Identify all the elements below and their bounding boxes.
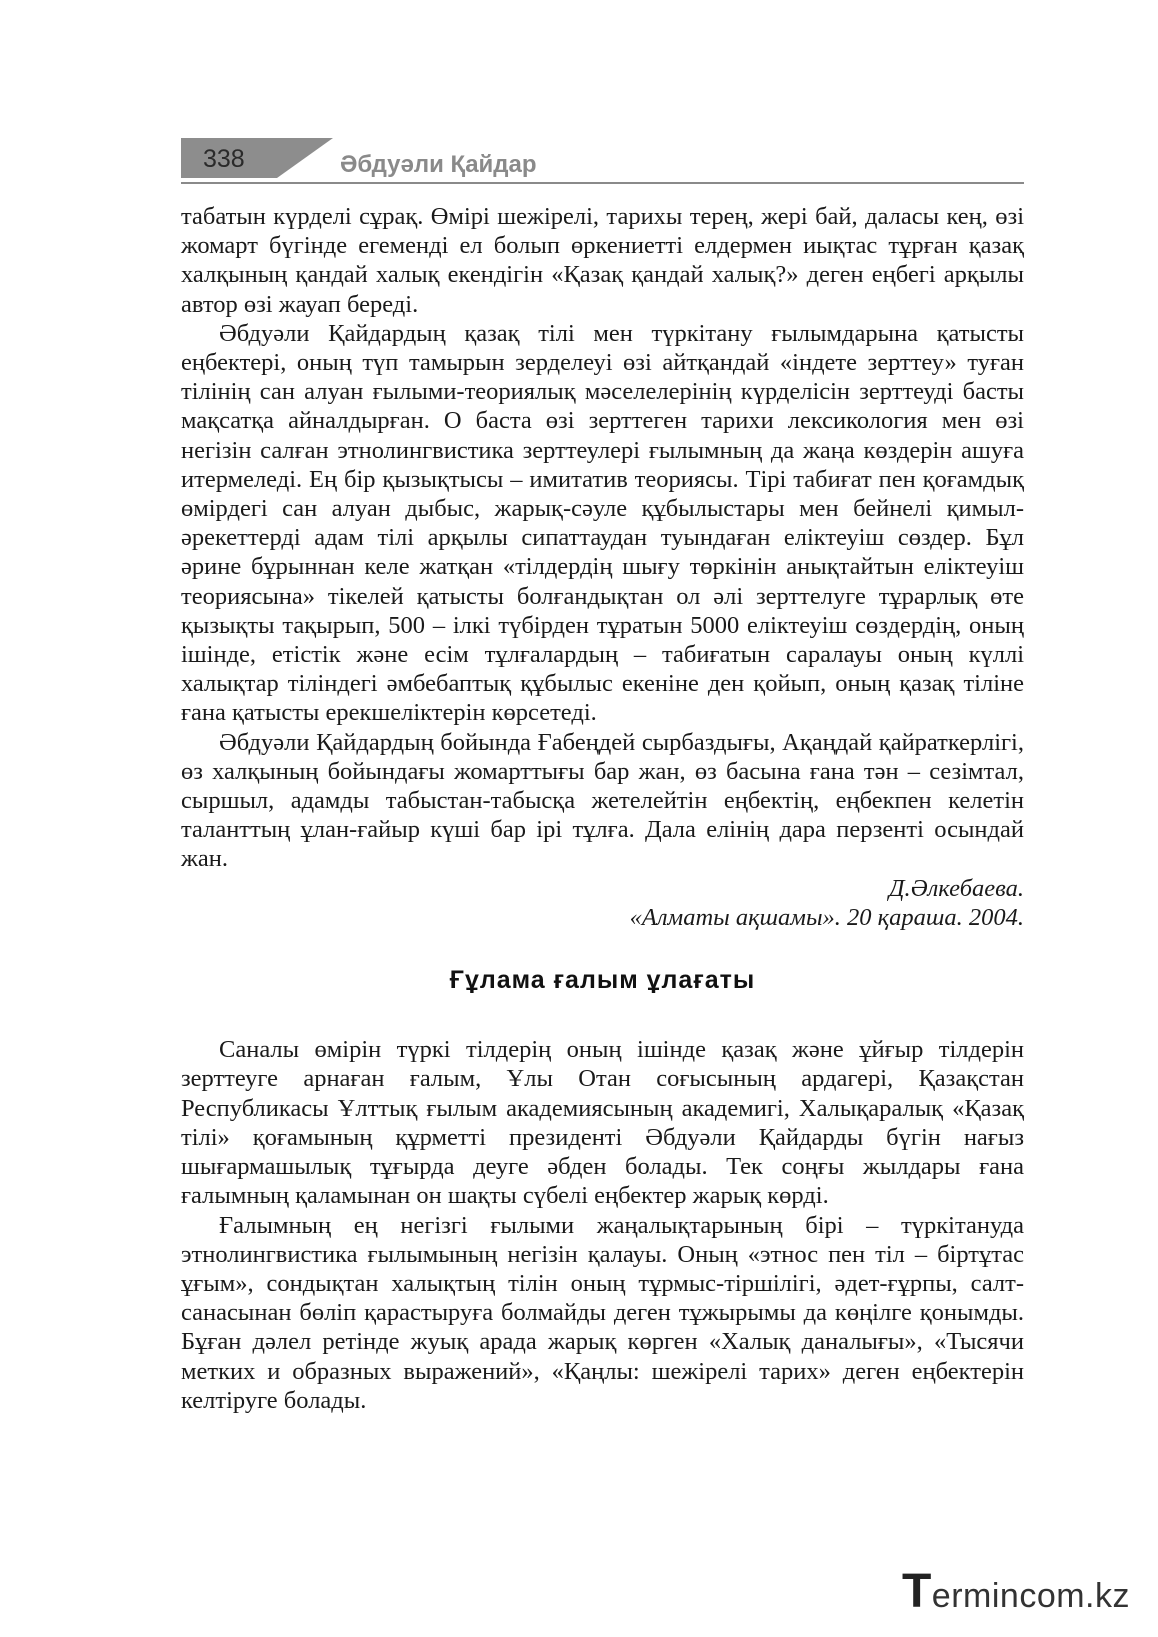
running-title: Әбдуәли Қайдар xyxy=(340,151,537,178)
article-source: «Алматы ақшамы». 20 қараша. 2004. xyxy=(629,903,1024,931)
section-title: Ғұлама ғалым ұлағаты xyxy=(449,966,756,995)
paragraph-3: Әбдуәли Қайдардың бойында Ғабеңдей сырбаздығы, Ақаңдай қайраткерлігі, өз халқының бойындағы жомарттығы бар жан, өз басына ғана тән – сезімтал, сыршыл, адамды табыстан-табысқа жетелейтін еңбектің, еңбекпен келетін таланттың ұлан-ғайыр күші бар ірі тұлға. Дала елінің дара перзенті осындай жан. xyxy=(181,728,1024,873)
article-author: Д.Әлкебаева. xyxy=(888,874,1024,902)
watermark-big-letter: T xyxy=(901,1565,932,1618)
watermark-logo xyxy=(902,1564,1130,1619)
header-rule xyxy=(181,182,1024,184)
page-header xyxy=(181,138,1024,188)
page-number-tab-arrow xyxy=(277,138,333,178)
paragraph-2: Әбдуәли Қайдардың қазақ тілі мен түркітану ғылымдарына қатысты еңбектері, оның түп тамырын зерделеуі өзі айтқандай «індете зерттеу» туған тілінің сан алуан ғылыми-теориялық мәселелерінің күрделісін зерттеуді басты мақсатқа айналдырған. О баста өзі зерттеген тарихи лексикология мен өзі негізін салған этнолингвистика зерттеулері ғылымның да жаңа көздерін ашуға итермеледі. Ең бір қызықтысы – имитатив теориясы. Тірі табиғат пен қоғамдық өмірдегі сан алуан дыбыс, жарық-сәуле құбылыстары мен бейнелі қимыл-әрекеттерді адам тілі арқылы сипаттаудан туындаған еліктеуіш сөздер. Бұл әрине бұрыннан келе жатқан «тілдердің шығу төркінін анықтайтын еліктеуіш теориясына» тікелей қатысты болғандықтан ол әлі зерттелуге тұрарлық өте қызықты тақырып, 500 – ілкі түбірден тұратын 5000 еліктеуіш сөздердің, оның ішінде, етістік және есім тұлғалардың – табиғатын саралауы оның күллі халықтар тіліндегі әмбебаптық құбылыс екеніне ден қойып, оның қазақ тіліне ғана қатысты ерекшеліктерін көрсетеді. xyxy=(181,319,1024,727)
page-number: 338 xyxy=(203,145,245,173)
page-body xyxy=(181,202,1024,1415)
paragraph-5: Ғалымның ең негізгі ғылыми жаңалықтарының бірі – түркітануда этнолингвистика ғылымының негізін қалауы. Оның «этнос пен тіл – біртұтас ұғым», сондықтан халықтың тілін оның тұрмыс-тіршілігі, әдет-ғұрпы, салт-санасынан бөліп қарастыруға болмайды деген тұжырымы да көңілге қонымды. Бұған дәлел ретінде жуық арада жарық көрген «Халық даналығы», «Тысячи метких и образных выражений», «Қаңлы: шежірелі тарих» деген еңбектерін келтіруге болады. xyxy=(181,1211,1024,1414)
watermark-text: ermincom.kz xyxy=(931,1577,1130,1615)
paragraph-1: табатын күрделі сұрақ. Өмірі шежірелі, тарихы терең, жері бай, даласы кең, өзі жомарт бүгінде егеменді ел болып өркениетті елдермен иықтас тұрған қазақ халқының қандай халық екендігін «Қазақ қандай халық?» деген еңбегі арқылы автор өзі жауап береді. xyxy=(181,203,1024,318)
paragraph-4: Саналы өмірін түркі тілдерің оның ішінде қазақ және ұйғыр тілдерін зерттеуге арнаған ғалым, Ұлы Отан соғысының ардагері, Қазақстан Республикасы Ұлттық ғылым академиясының академигі, Халықаралық «Қазақ тілі» қоғамының құрметті президенті Әбдуәли Қайдарды бүгін нағыз шығармашылық тұғырда деуге әбден болады. Тек соңғы жылдары ғана ғалымның қаламынан он шақты сүбелі еңбектер жарық көрді. xyxy=(181,1036,1024,1210)
